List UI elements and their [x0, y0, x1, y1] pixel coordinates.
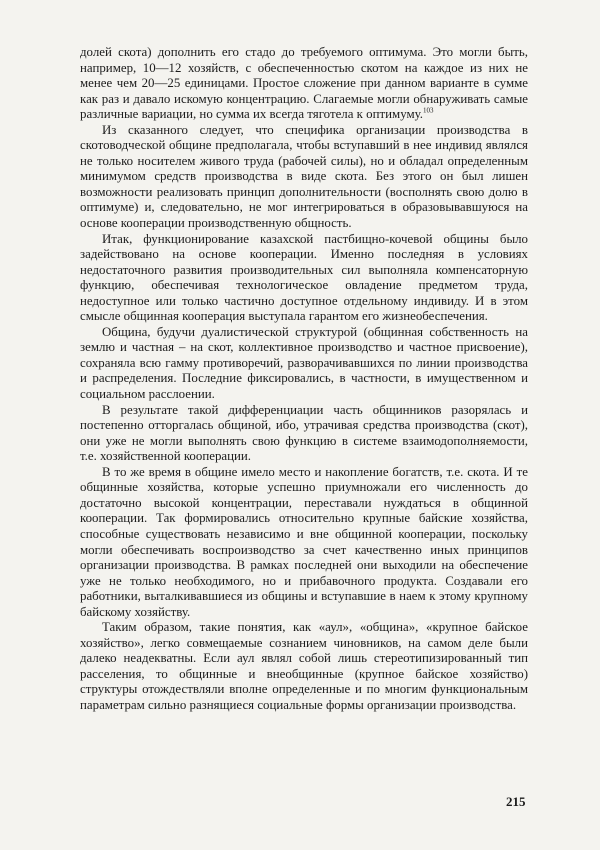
paragraph-5: В результате такой дифференциации часть общинников разорялась и постепенно отторгалась общиной, ибо, утрачивая средства производства (скот), они уже не могли выполнять свою функцию в системе взаимодополняемости, т.е. хозяйственной кооперации. [80, 402, 528, 464]
page-body [80, 45, 528, 714]
paragraph-1-text: долей скота) дополнить его стадо до требуемого оптимума. Это могли быть, например, 10—12 хозяйств, с обеспеченностью скотом на каждое из них не менее чем 20—25 единицами. Простое сложение при данном варианте в сумме как раз и давало искомую концентрацию. Слагаемые могли обнаруживать самые различные вариации, но сумма их всегда тяготела к оптимуму. [80, 45, 528, 122]
page-number: 215 [506, 794, 526, 809]
paragraph-1 [80, 45, 528, 123]
paragraph-6: В то же время в общине имело место и накопление богатств, т.е. скота. И те общинные хозяйства, которые успешно приумножали его численность до достаточно высокой концентрации, переставали нуждаться в общинной кооперации. Так формировались относительно крупные байские хозяйства, способные существовать независимо и вне общинной кооперации, поскольку могли обеспечивать воспроизводство за счет качественно иных принципов организации производства. В рамках последней они выходили на обеспечение уже не только необходимого, но и прибавочного продукта. Создавали его работники, выталкивавшиеся из общины и вступавшие в наем к этому крупному байскому хозяйству. [80, 464, 528, 619]
paragraph-4: Община, будучи дуалистической структурой (общинная собственность на землю и частная – на скот, коллективное производство и частное присвоение), сохраняла всю гамму противоречий, разворачивавшихся по линии производства и распределения. Последние фиксировались, в частности, в имущественном и социальном расслоении. [80, 324, 528, 402]
paragraph-7: Таким образом, такие понятия, как «аул», «община», «крупное байское хозяйство», легко совмещаемые сознанием чиновников, на самом деле были далеко неадекватны. Если аул являл собой лишь стереотипизированный тип расселения, то общинные и внеобщинные (крупное байское хозяйство) структуры отождествляли вполне определенные и по многим функциональным параметрам сильно разнящиеся социальные формы организации производства. [80, 620, 528, 712]
paragraph-3: Итак, функционирование казахской пастбищно-кочевой общины было задействовано на основе кооперации. Именно последняя в условиях недостаточного развития производительных сил выполняла компенсаторную функцию, обеспечивая технологическое овладение предметом труда, недоступное или только частично доступное отдельному индивиду. И в этом смысле общинная кооперация выступала гарантом его жизнеобеспечения. [80, 231, 528, 324]
footnote-ref: 103 [423, 106, 434, 115]
paragraph-2: Из сказанного следует, что специфика организации производства в скотоводческой общине предполагала, чтобы вступавший в нее индивид являлся не только носителем живого труда (рабочей силы), но и обладал определенным минимумом средств производства в виде скота. Без этого он был лишен возможности реализовать принцип дополнительности (восполнять свою долю в оптимуме) и, следовательно, не мог интегрироваться в образовывавшуюся на основе кооперации производственную общность. [80, 122, 528, 231]
